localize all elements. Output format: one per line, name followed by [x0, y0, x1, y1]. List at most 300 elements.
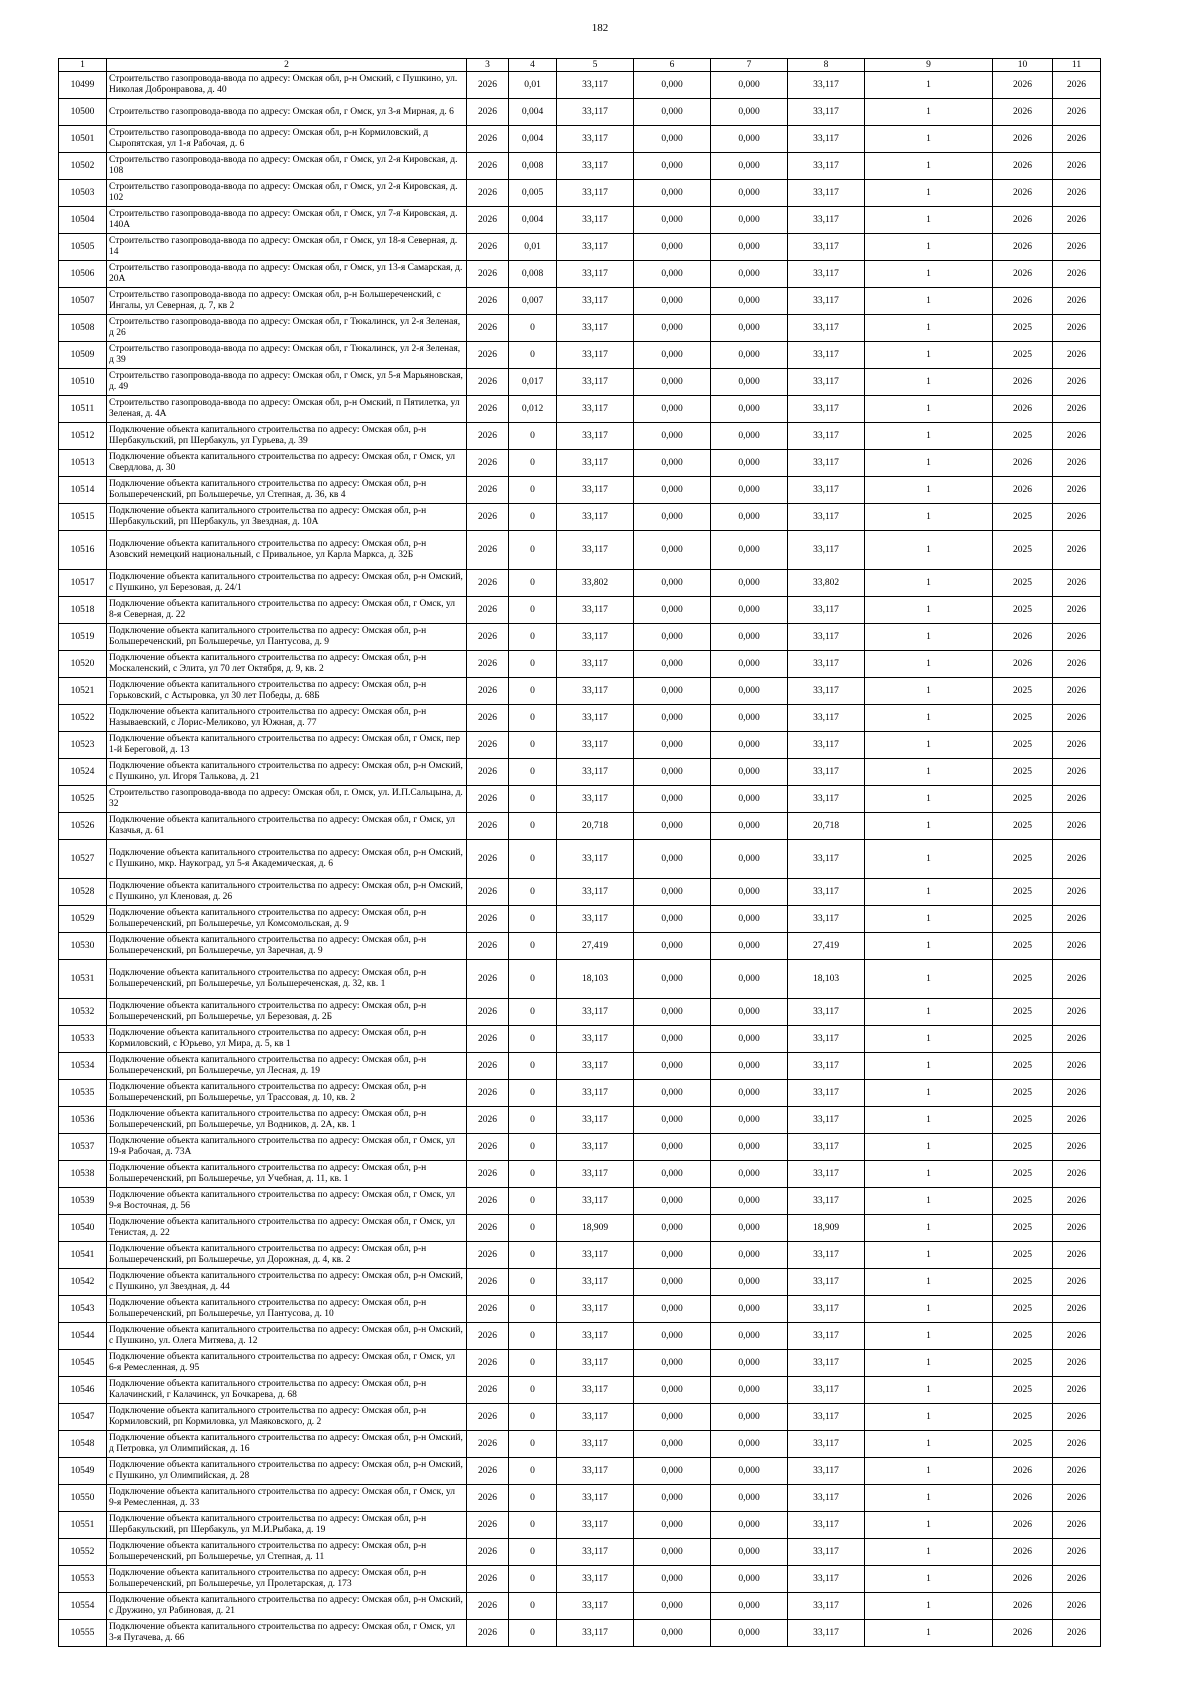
row-id: 10553	[59, 1566, 107, 1593]
end-year: 2026	[1053, 450, 1101, 477]
cost-a: 0,000	[634, 180, 711, 207]
cost-final: 33,117	[788, 207, 865, 234]
cost-a: 0,000	[634, 1323, 711, 1350]
quantity: 1	[865, 732, 993, 759]
length: 0	[509, 477, 557, 504]
object-description: Подключение объекта капитального строительства по адресу: Омская обл, р-н Большереченский, рп Большеречье, ул Заречная, д. 9	[107, 933, 467, 960]
cost-a: 0,000	[634, 423, 711, 450]
row-id: 10511	[59, 396, 107, 423]
length: 0	[509, 933, 557, 960]
page-number: 182	[591, 22, 609, 34]
year: 2026	[467, 1323, 509, 1350]
object-description: Подключение объекта капитального строительства по адресу: Омская обл, р-н Омский, с Пушкино, ул. Олега Митяева, д. 12	[107, 1323, 467, 1350]
start-year: 2025	[993, 1026, 1053, 1053]
cost-total: 33,117	[557, 180, 634, 207]
row-id: 10509	[59, 342, 107, 369]
object-description: Подключение объекта капитального строительства по адресу: Омская обл, р-н Называевский, с Лорис-Меликово, ул Южная, д. 77	[107, 705, 467, 732]
cost-final: 33,117	[788, 1593, 865, 1620]
cost-b: 0,000	[711, 1377, 788, 1404]
quantity: 1	[865, 960, 993, 999]
cost-total: 33,117	[557, 126, 634, 153]
object-description: Подключение объекта капитального строительства по адресу: Омская обл, г Омск, ул 3-я Пугачева, д. 66	[107, 1620, 467, 1647]
start-year: 2025	[993, 504, 1053, 531]
cost-a: 0,000	[634, 840, 711, 879]
cost-total: 33,117	[557, 1296, 634, 1323]
cost-final: 33,117	[788, 732, 865, 759]
cost-a: 0,000	[634, 732, 711, 759]
cost-total: 33,117	[557, 1269, 634, 1296]
end-year: 2026	[1053, 153, 1101, 180]
year: 2026	[467, 1620, 509, 1647]
quantity: 1	[865, 678, 993, 705]
cost-b: 0,000	[711, 477, 788, 504]
table-row	[59, 1431, 1101, 1458]
year: 2026	[467, 1593, 509, 1620]
row-id: 10508	[59, 315, 107, 342]
quantity: 1	[865, 1377, 993, 1404]
end-year: 2026	[1053, 960, 1101, 999]
quantity: 1	[865, 705, 993, 732]
cost-total: 33,117	[557, 705, 634, 732]
cost-total: 33,117	[557, 1350, 634, 1377]
cost-final: 33,117	[788, 786, 865, 813]
table-row	[59, 288, 1101, 315]
object-description: Строительство газопровода-ввода по адресу: Омская обл, р-н Омский, с Пушкино, ул. Николая Добронравова, д. 40	[107, 72, 467, 99]
end-year: 2026	[1053, 1134, 1101, 1161]
row-id: 10524	[59, 759, 107, 786]
length: 0	[509, 1215, 557, 1242]
cost-final: 33,117	[788, 651, 865, 678]
cost-a: 0,000	[634, 960, 711, 999]
table-row	[59, 1053, 1101, 1080]
table-row	[59, 72, 1101, 99]
cost-total: 33,117	[557, 597, 634, 624]
year: 2026	[467, 1242, 509, 1269]
object-description: Строительство газопровода-ввода по адресу: Омская обл, г Омск, ул 2-я Кировская, д. 102	[107, 180, 467, 207]
cost-b: 0,000	[711, 1539, 788, 1566]
table-row	[59, 1350, 1101, 1377]
cost-final: 33,117	[788, 531, 865, 570]
cost-a: 0,000	[634, 906, 711, 933]
row-id: 10529	[59, 906, 107, 933]
start-year: 2025	[993, 879, 1053, 906]
table-row	[59, 153, 1101, 180]
object-description: Подключение объекта капитального строительства по адресу: Омская обл, р-н Большереченский, рп Большеречье, ул Степная, д. 36, кв 4	[107, 477, 467, 504]
object-description: Строительство газопровода-ввода по адресу: Омская обл, р-н Омский, п Пятилетка, ул Зеленая, д. 4А	[107, 396, 467, 423]
cost-total: 33,117	[557, 288, 634, 315]
cost-b: 0,000	[711, 1161, 788, 1188]
cost-a: 0,000	[634, 531, 711, 570]
object-description: Строительство газопровода-ввода по адресу: Омская обл, г Тюкалинск, ул 2-я Зеленая, д 39	[107, 342, 467, 369]
cost-a: 0,000	[634, 315, 711, 342]
object-description: Подключение объекта капитального строительства по адресу: Омская обл, р-н Москаленский, с Элита, ул 70 лет Октября, д. 9, кв. 2	[107, 651, 467, 678]
table-row	[59, 840, 1101, 879]
object-description: Подключение объекта капитального строительства по адресу: Омская обл, р-н Шербакульский, рп Шербакуль, ул Звездная, д. 10А	[107, 504, 467, 531]
cost-final: 33,117	[788, 906, 865, 933]
cost-final: 33,117	[788, 1566, 865, 1593]
quantity: 1	[865, 1242, 993, 1269]
cost-total: 33,117	[557, 999, 634, 1026]
length: 0	[509, 570, 557, 597]
cost-a: 0,000	[634, 99, 711, 126]
object-description: Подключение объекта капитального строительства по адресу: Омская обл, р-н Большереченский, рп Большеречье, ул Учебная, д. 11, кв. 1	[107, 1161, 467, 1188]
length: 0	[509, 1188, 557, 1215]
cost-a: 0,000	[634, 1404, 711, 1431]
cost-total: 33,117	[557, 423, 634, 450]
column-header: 5	[557, 59, 634, 72]
object-description: Подключение объекта капитального строительства по адресу: Омская обл, р-н Омский, с Пушкино, ул Березовая, д. 24/1	[107, 570, 467, 597]
cost-a: 0,000	[634, 477, 711, 504]
year: 2026	[467, 1377, 509, 1404]
year: 2026	[467, 180, 509, 207]
length: 0	[509, 879, 557, 906]
cost-total: 33,117	[557, 396, 634, 423]
cost-b: 0,000	[711, 369, 788, 396]
column-header: 9	[865, 59, 993, 72]
end-year: 2026	[1053, 786, 1101, 813]
row-id: 10510	[59, 369, 107, 396]
row-id: 10528	[59, 879, 107, 906]
row-id: 10513	[59, 450, 107, 477]
object-description: Подключение объекта капитального строительства по адресу: Омская обл, г Омск, ул 9-я Восточная, д. 56	[107, 1188, 467, 1215]
object-description: Подключение объекта капитального строительства по адресу: Омская обл, р-н Большереченский, рп Большеречье, ул Степная, д. 11	[107, 1539, 467, 1566]
table-row	[59, 999, 1101, 1026]
cost-b: 0,000	[711, 597, 788, 624]
column-number-row	[59, 59, 1101, 72]
cost-b: 0,000	[711, 624, 788, 651]
cost-b: 0,000	[711, 423, 788, 450]
length: 0	[509, 315, 557, 342]
table-row	[59, 960, 1101, 999]
end-year: 2026	[1053, 1620, 1101, 1647]
cost-total: 33,117	[557, 1026, 634, 1053]
cost-total: 33,117	[557, 450, 634, 477]
cost-total: 33,117	[557, 315, 634, 342]
cost-total: 33,117	[557, 1485, 634, 1512]
quantity: 1	[865, 423, 993, 450]
year: 2026	[467, 99, 509, 126]
cost-a: 0,000	[634, 207, 711, 234]
cost-a: 0,000	[634, 1593, 711, 1620]
quantity: 1	[865, 597, 993, 624]
quantity: 1	[865, 1080, 993, 1107]
cost-final: 33,117	[788, 1134, 865, 1161]
start-year: 2026	[993, 72, 1053, 99]
cost-a: 0,000	[634, 1458, 711, 1485]
table-row	[59, 597, 1101, 624]
row-id: 10548	[59, 1431, 107, 1458]
quantity: 1	[865, 786, 993, 813]
start-year: 2026	[993, 180, 1053, 207]
object-description: Подключение объекта капитального строительства по адресу: Омская обл, р-н Омский, с Пушкино, ул Кленовая, д. 26	[107, 879, 467, 906]
end-year: 2026	[1053, 570, 1101, 597]
cost-total: 18,103	[557, 960, 634, 999]
cost-a: 0,000	[634, 1485, 711, 1512]
cost-b: 0,000	[711, 570, 788, 597]
quantity: 1	[865, 72, 993, 99]
year: 2026	[467, 1296, 509, 1323]
cost-b: 0,000	[711, 1485, 788, 1512]
table-row	[59, 477, 1101, 504]
table-row	[59, 1107, 1101, 1134]
object-description: Подключение объекта капитального строительства по адресу: Омская обл, г Омск, ул Казачья, д. 61	[107, 813, 467, 840]
start-year: 2025	[993, 531, 1053, 570]
cost-b: 0,000	[711, 960, 788, 999]
end-year: 2026	[1053, 597, 1101, 624]
cost-a: 0,000	[634, 759, 711, 786]
cost-total: 33,117	[557, 207, 634, 234]
cost-a: 0,000	[634, 1215, 711, 1242]
length: 0	[509, 1485, 557, 1512]
cost-total: 33,117	[557, 504, 634, 531]
quantity: 1	[865, 879, 993, 906]
start-year: 2026	[993, 261, 1053, 288]
quantity: 1	[865, 1431, 993, 1458]
cost-a: 0,000	[634, 288, 711, 315]
cost-a: 0,000	[634, 1377, 711, 1404]
length: 0	[509, 597, 557, 624]
table-row	[59, 234, 1101, 261]
row-id: 10515	[59, 504, 107, 531]
quantity: 1	[865, 342, 993, 369]
cost-final: 33,117	[788, 1026, 865, 1053]
quantity: 1	[865, 261, 993, 288]
length: 0,007	[509, 288, 557, 315]
cost-b: 0,000	[711, 99, 788, 126]
cost-final: 33,117	[788, 1296, 865, 1323]
start-year: 2026	[993, 369, 1053, 396]
start-year: 2026	[993, 1485, 1053, 1512]
year: 2026	[467, 1485, 509, 1512]
object-description: Подключение объекта капитального строительства по адресу: Омская обл, р-н Омский, с Дружино, ул Рабиновая, д. 21	[107, 1593, 467, 1620]
end-year: 2026	[1053, 1215, 1101, 1242]
length: 0	[509, 1593, 557, 1620]
end-year: 2026	[1053, 126, 1101, 153]
year: 2026	[467, 342, 509, 369]
cost-total: 33,117	[557, 1161, 634, 1188]
quantity: 1	[865, 126, 993, 153]
end-year: 2026	[1053, 1080, 1101, 1107]
length: 0,005	[509, 180, 557, 207]
column-header: 6	[634, 59, 711, 72]
cost-final: 33,117	[788, 1539, 865, 1566]
table-row	[59, 423, 1101, 450]
table-row	[59, 624, 1101, 651]
cost-final: 33,117	[788, 1458, 865, 1485]
end-year: 2026	[1053, 1485, 1101, 1512]
column-header: 2	[107, 59, 467, 72]
end-year: 2026	[1053, 315, 1101, 342]
length: 0,004	[509, 207, 557, 234]
row-id: 10545	[59, 1350, 107, 1377]
cost-a: 0,000	[634, 999, 711, 1026]
year: 2026	[467, 705, 509, 732]
object-description: Подключение объекта капитального строительства по адресу: Омская обл, г Омск, ул 6-я Ремесленная, д. 95	[107, 1350, 467, 1377]
cost-b: 0,000	[711, 1188, 788, 1215]
cost-b: 0,000	[711, 288, 788, 315]
row-id: 10537	[59, 1134, 107, 1161]
start-year: 2025	[993, 705, 1053, 732]
column-header: 4	[509, 59, 557, 72]
end-year: 2026	[1053, 423, 1101, 450]
table-row	[59, 1134, 1101, 1161]
table-row	[59, 207, 1101, 234]
cost-final: 33,117	[788, 1512, 865, 1539]
table-row	[59, 1026, 1101, 1053]
end-year: 2026	[1053, 624, 1101, 651]
cost-final: 33,117	[788, 999, 865, 1026]
quantity: 1	[865, 1485, 993, 1512]
table-row	[59, 504, 1101, 531]
start-year: 2025	[993, 1161, 1053, 1188]
cost-b: 0,000	[711, 531, 788, 570]
year: 2026	[467, 1404, 509, 1431]
year: 2026	[467, 1458, 509, 1485]
cost-b: 0,000	[711, 315, 788, 342]
end-year: 2026	[1053, 72, 1101, 99]
end-year: 2026	[1053, 531, 1101, 570]
length: 0	[509, 1431, 557, 1458]
end-year: 2026	[1053, 1377, 1101, 1404]
cost-b: 0,000	[711, 1512, 788, 1539]
quantity: 1	[865, 477, 993, 504]
length: 0,008	[509, 261, 557, 288]
object-description: Подключение объекта капитального строительства по адресу: Омская обл, р-н Горьковский, с Астыровка, ул 30 лет Победы, д. 68Б	[107, 678, 467, 705]
cost-total: 33,117	[557, 153, 634, 180]
end-year: 2026	[1053, 1512, 1101, 1539]
length: 0	[509, 999, 557, 1026]
cost-a: 0,000	[634, 1188, 711, 1215]
end-year: 2026	[1053, 1350, 1101, 1377]
cost-b: 0,000	[711, 1134, 788, 1161]
object-description: Подключение объекта капитального строительства по адресу: Омская обл, г Омск, пер 1-й Береговой, д. 13	[107, 732, 467, 759]
length: 0,017	[509, 369, 557, 396]
cost-a: 0,000	[634, 1053, 711, 1080]
cost-final: 33,117	[788, 1080, 865, 1107]
table-row	[59, 99, 1101, 126]
year: 2026	[467, 678, 509, 705]
cost-a: 0,000	[634, 369, 711, 396]
object-description: Строительство газопровода-ввода по адресу: Омская обл, г. Омск, ул. И.П.Сальцына, д. 32	[107, 786, 467, 813]
object-description: Подключение объекта капитального строительства по адресу: Омская обл, р-н Большереченский, рп Большеречье, ул Трассовая, д. 10, кв. 2	[107, 1080, 467, 1107]
cost-b: 0,000	[711, 1404, 788, 1431]
cost-a: 0,000	[634, 1107, 711, 1134]
cost-total: 33,117	[557, 261, 634, 288]
object-description: Строительство газопровода-ввода по адресу: Омская обл, г Омск, ул 18-я Северная, д. 14	[107, 234, 467, 261]
length: 0	[509, 1161, 557, 1188]
cost-final: 33,117	[788, 1431, 865, 1458]
row-id: 10549	[59, 1458, 107, 1485]
object-description: Подключение объекта капитального строительства по адресу: Омская обл, г Омск, ул 19-я Рабочая, д. 73А	[107, 1134, 467, 1161]
row-id: 10550	[59, 1485, 107, 1512]
cost-b: 0,000	[711, 732, 788, 759]
table-row	[59, 315, 1101, 342]
table-row	[59, 1296, 1101, 1323]
cost-final: 18,909	[788, 1215, 865, 1242]
quantity: 1	[865, 315, 993, 342]
row-id: 10551	[59, 1512, 107, 1539]
length: 0	[509, 1026, 557, 1053]
start-year: 2025	[993, 315, 1053, 342]
cost-b: 0,000	[711, 396, 788, 423]
cost-a: 0,000	[634, 1566, 711, 1593]
end-year: 2026	[1053, 1566, 1101, 1593]
end-year: 2026	[1053, 906, 1101, 933]
quantity: 1	[865, 207, 993, 234]
table-row	[59, 1161, 1101, 1188]
quantity: 1	[865, 369, 993, 396]
quantity: 1	[865, 1512, 993, 1539]
length: 0,004	[509, 126, 557, 153]
column-header: 7	[711, 59, 788, 72]
length: 0	[509, 840, 557, 879]
start-year: 2025	[993, 570, 1053, 597]
cost-b: 0,000	[711, 813, 788, 840]
quantity: 1	[865, 1404, 993, 1431]
table-row	[59, 261, 1101, 288]
row-id: 10514	[59, 477, 107, 504]
year: 2026	[467, 1512, 509, 1539]
table-row	[59, 759, 1101, 786]
object-description: Подключение объекта капитального строительства по адресу: Омская обл, р-н Кормиловский, рп Кормиловка, ул Маяковского, д. 2	[107, 1404, 467, 1431]
length: 0	[509, 1620, 557, 1647]
quantity: 1	[865, 1053, 993, 1080]
quantity: 1	[865, 396, 993, 423]
cost-final: 33,117	[788, 234, 865, 261]
length: 0	[509, 960, 557, 999]
length: 0	[509, 1350, 557, 1377]
row-id: 10507	[59, 288, 107, 315]
year: 2026	[467, 840, 509, 879]
start-year: 2025	[993, 1134, 1053, 1161]
cost-final: 33,117	[788, 624, 865, 651]
table-row	[59, 813, 1101, 840]
length: 0	[509, 342, 557, 369]
start-year: 2025	[993, 933, 1053, 960]
object-description: Подключение объекта капитального строительства по адресу: Омская обл, р-н Шербакульский, рп Шербакуль, ул Гурьева, д. 39	[107, 423, 467, 450]
object-description: Подключение объекта капитального строительства по адресу: Омская обл, г Омск, ул Свердлова, д. 30	[107, 450, 467, 477]
end-year: 2026	[1053, 288, 1101, 315]
row-id: 10522	[59, 705, 107, 732]
cost-a: 0,000	[634, 1620, 711, 1647]
cost-a: 0,000	[634, 342, 711, 369]
start-year: 2026	[993, 1512, 1053, 1539]
start-year: 2025	[993, 1350, 1053, 1377]
row-id: 10546	[59, 1377, 107, 1404]
length: 0	[509, 450, 557, 477]
quantity: 1	[865, 1458, 993, 1485]
year: 2026	[467, 999, 509, 1026]
start-year: 2026	[993, 651, 1053, 678]
row-id: 10536	[59, 1107, 107, 1134]
quantity: 1	[865, 1269, 993, 1296]
end-year: 2026	[1053, 705, 1101, 732]
cost-b: 0,000	[711, 1242, 788, 1269]
cost-b: 0,000	[711, 678, 788, 705]
cost-total: 33,117	[557, 1188, 634, 1215]
cost-final: 33,117	[788, 261, 865, 288]
cost-final: 33,117	[788, 342, 865, 369]
start-year: 2025	[993, 597, 1053, 624]
year: 2026	[467, 570, 509, 597]
cost-a: 0,000	[634, 1026, 711, 1053]
cost-a: 0,000	[634, 1512, 711, 1539]
length: 0,012	[509, 396, 557, 423]
length: 0,004	[509, 99, 557, 126]
year: 2026	[467, 72, 509, 99]
cost-b: 0,000	[711, 153, 788, 180]
year: 2026	[467, 207, 509, 234]
